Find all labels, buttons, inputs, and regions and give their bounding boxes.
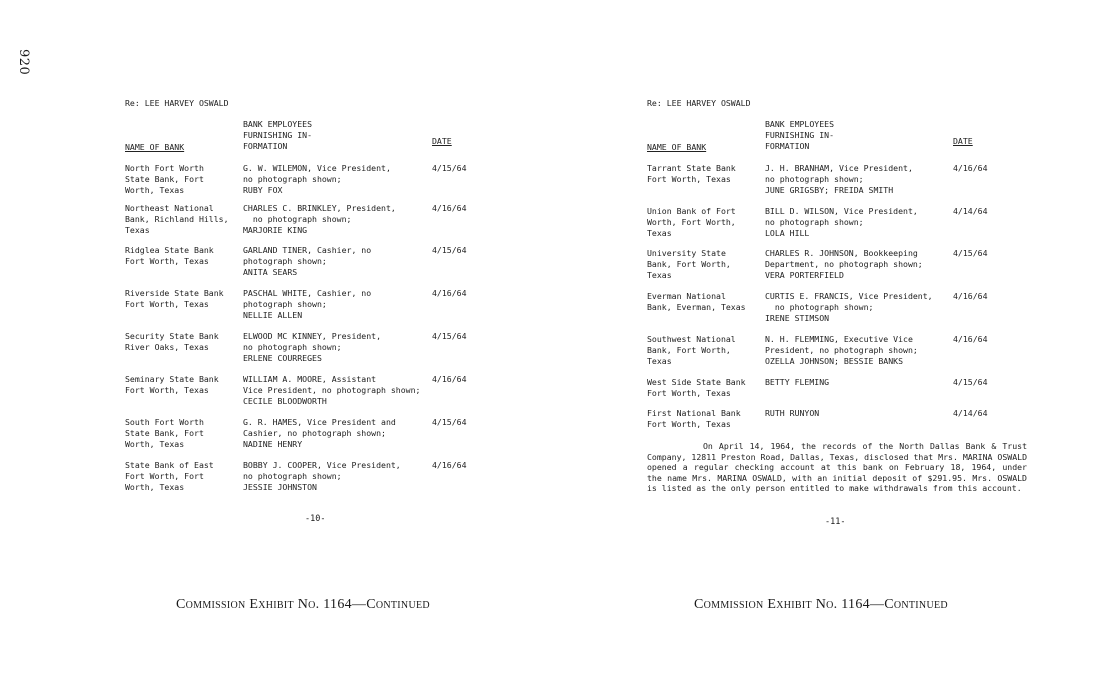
bank-date: 4/15/64 xyxy=(953,377,988,387)
side-page-number: 920 xyxy=(16,49,31,76)
subject-line: Re: LEE HARVEY OSWALD xyxy=(125,98,229,108)
bank-name: North Fort Worth State Bank, Fort Worth, Texas xyxy=(125,163,204,195)
bank-employee: CURTIS E. FRANCIS, Vice President, no photograph shown; IRENE STIMSON xyxy=(765,291,933,323)
bank-employee: CHARLES R. JOHNSON, Bookkeeping Department, no photograph shown; VERA PORTERFIELD xyxy=(765,248,923,280)
bank-employee: BILL D. WILSON, Vice President, no photograph shown; LOLA HILL xyxy=(765,206,918,238)
bank-name: Security State Bank River Oaks, Texas xyxy=(125,331,219,352)
bank-date: 4/15/64 xyxy=(432,163,467,173)
bank-employee: ELWOOD MC KINNEY, President, no photograph shown; ERLENE COURREGES xyxy=(243,331,382,363)
bank-employee: GARLAND TINER, Cashier, no photograph shown; ANITA SEARS xyxy=(243,245,372,277)
bank-employee: G. W. WILEMON, Vice President, no photograph shown; RUBY FOX xyxy=(243,163,391,195)
bank-name: West Side State Bank Fort Worth, Texas xyxy=(647,377,746,398)
bank-employee: G. R. HAMES, Vice President and Cashier, no photograph shown; NADINE HENRY xyxy=(243,417,396,449)
bank-name: Tarrant State Bank Fort Worth, Texas xyxy=(647,163,736,184)
bank-name: University State Bank, Fort Worth, Texas xyxy=(647,248,731,280)
exhibit-caption: Commission Exhibit No. 1164—Continued xyxy=(176,597,430,612)
bank-name: Northeast National Bank, Richland Hills, Texas xyxy=(125,203,229,235)
bank-name: South Fort Worth State Bank, Fort Worth, Texas xyxy=(125,417,204,449)
bank-date: 4/14/64 xyxy=(953,408,988,418)
bank-date: 4/16/64 xyxy=(432,288,467,298)
bank-date: 4/14/64 xyxy=(953,206,988,216)
body-paragraph: On April 14, 1964, the records of the North Dallas Bank & Trust Company, 12811 Preston Road, Dallas, Texas, disclosed that Mrs. MARINA OSWALD opened a regular checking account at this bank on February 18, 1964, under the name Mrs. MARINA OSWALD, with an initial deposit of $291.95. Mrs. OSWALD is listed as the only person entitled to make withdrawals from this account. xyxy=(647,441,1027,493)
bank-date: 4/15/64 xyxy=(432,245,467,255)
header-bank-name: NAME OF BANK xyxy=(125,142,185,152)
bank-name: Southwest National Bank, Fort Worth, Texas xyxy=(647,334,736,366)
bank-name: First National Bank Fort Worth, Texas xyxy=(647,408,741,429)
bank-employee: BOBBY J. COOPER, Vice President, no photograph shown; JESSIE JOHNSTON xyxy=(243,460,401,492)
header-date: DATE xyxy=(432,136,452,146)
bank-date: 4/15/64 xyxy=(432,331,467,341)
exhibit-caption: Commission Exhibit No. 1164—Continued xyxy=(694,597,948,612)
header-bank-name: NAME OF BANK xyxy=(647,142,707,152)
bank-employee: RUTH RUNYON xyxy=(765,408,820,418)
bank-employee: WILLIAM A. MOORE, Assistant Vice President, no photograph shown; CECILE BLOODWORTH xyxy=(243,374,421,406)
bank-date: 4/16/64 xyxy=(432,203,467,213)
header-employees: BANK EMPLOYEES FURNISHING IN- FORMATION xyxy=(243,119,313,151)
bank-date: 4/16/64 xyxy=(953,291,988,301)
bank-name: Seminary State Bank Fort Worth, Texas xyxy=(125,374,219,395)
bank-name: State Bank of East Fort Worth, Fort Worth, Texas xyxy=(125,460,214,492)
bank-employee: J. H. BRANHAM, Vice President, no photograph shown; JUNE GRIGSBY; FREIDA SMITH xyxy=(765,163,913,195)
bank-name: Union Bank of Fort Worth, Fort Worth, Texas xyxy=(647,206,736,238)
bank-name: Everman National Bank, Everman, Texas xyxy=(647,291,746,312)
bank-date: 4/15/64 xyxy=(432,417,467,427)
bank-employee: BETTY FLEMING xyxy=(765,377,830,387)
bank-date: 4/15/64 xyxy=(953,248,988,258)
page-number: -10- xyxy=(305,514,326,524)
right-page xyxy=(547,0,1094,691)
bank-date: 4/16/64 xyxy=(432,374,467,384)
bank-date: 4/16/64 xyxy=(953,334,988,344)
bank-name: Ridglea State Bank Fort Worth, Texas xyxy=(125,245,214,266)
header-employees: BANK EMPLOYEES FURNISHING IN- FORMATION xyxy=(765,119,835,151)
bank-name: Riverside State Bank Fort Worth, Texas xyxy=(125,288,224,309)
bank-date: 4/16/64 xyxy=(953,163,988,173)
bank-employee: CHARLES C. BRINKLEY, President, no photograph shown; MARJORIE KING xyxy=(243,203,396,235)
page-number: -11- xyxy=(825,517,846,527)
header-date: DATE xyxy=(953,136,973,146)
bank-date: 4/16/64 xyxy=(432,460,467,470)
subject-line: Re: LEE HARVEY OSWALD xyxy=(647,98,751,108)
bank-employee: N. H. FLEMMING, Executive Vice President, no photograph shown; OZELLA JOHNSON; BESSIE BANKS xyxy=(765,334,918,366)
bank-employee: PASCHAL WHITE, Cashier, no photograph shown; NELLIE ALLEN xyxy=(243,288,372,320)
